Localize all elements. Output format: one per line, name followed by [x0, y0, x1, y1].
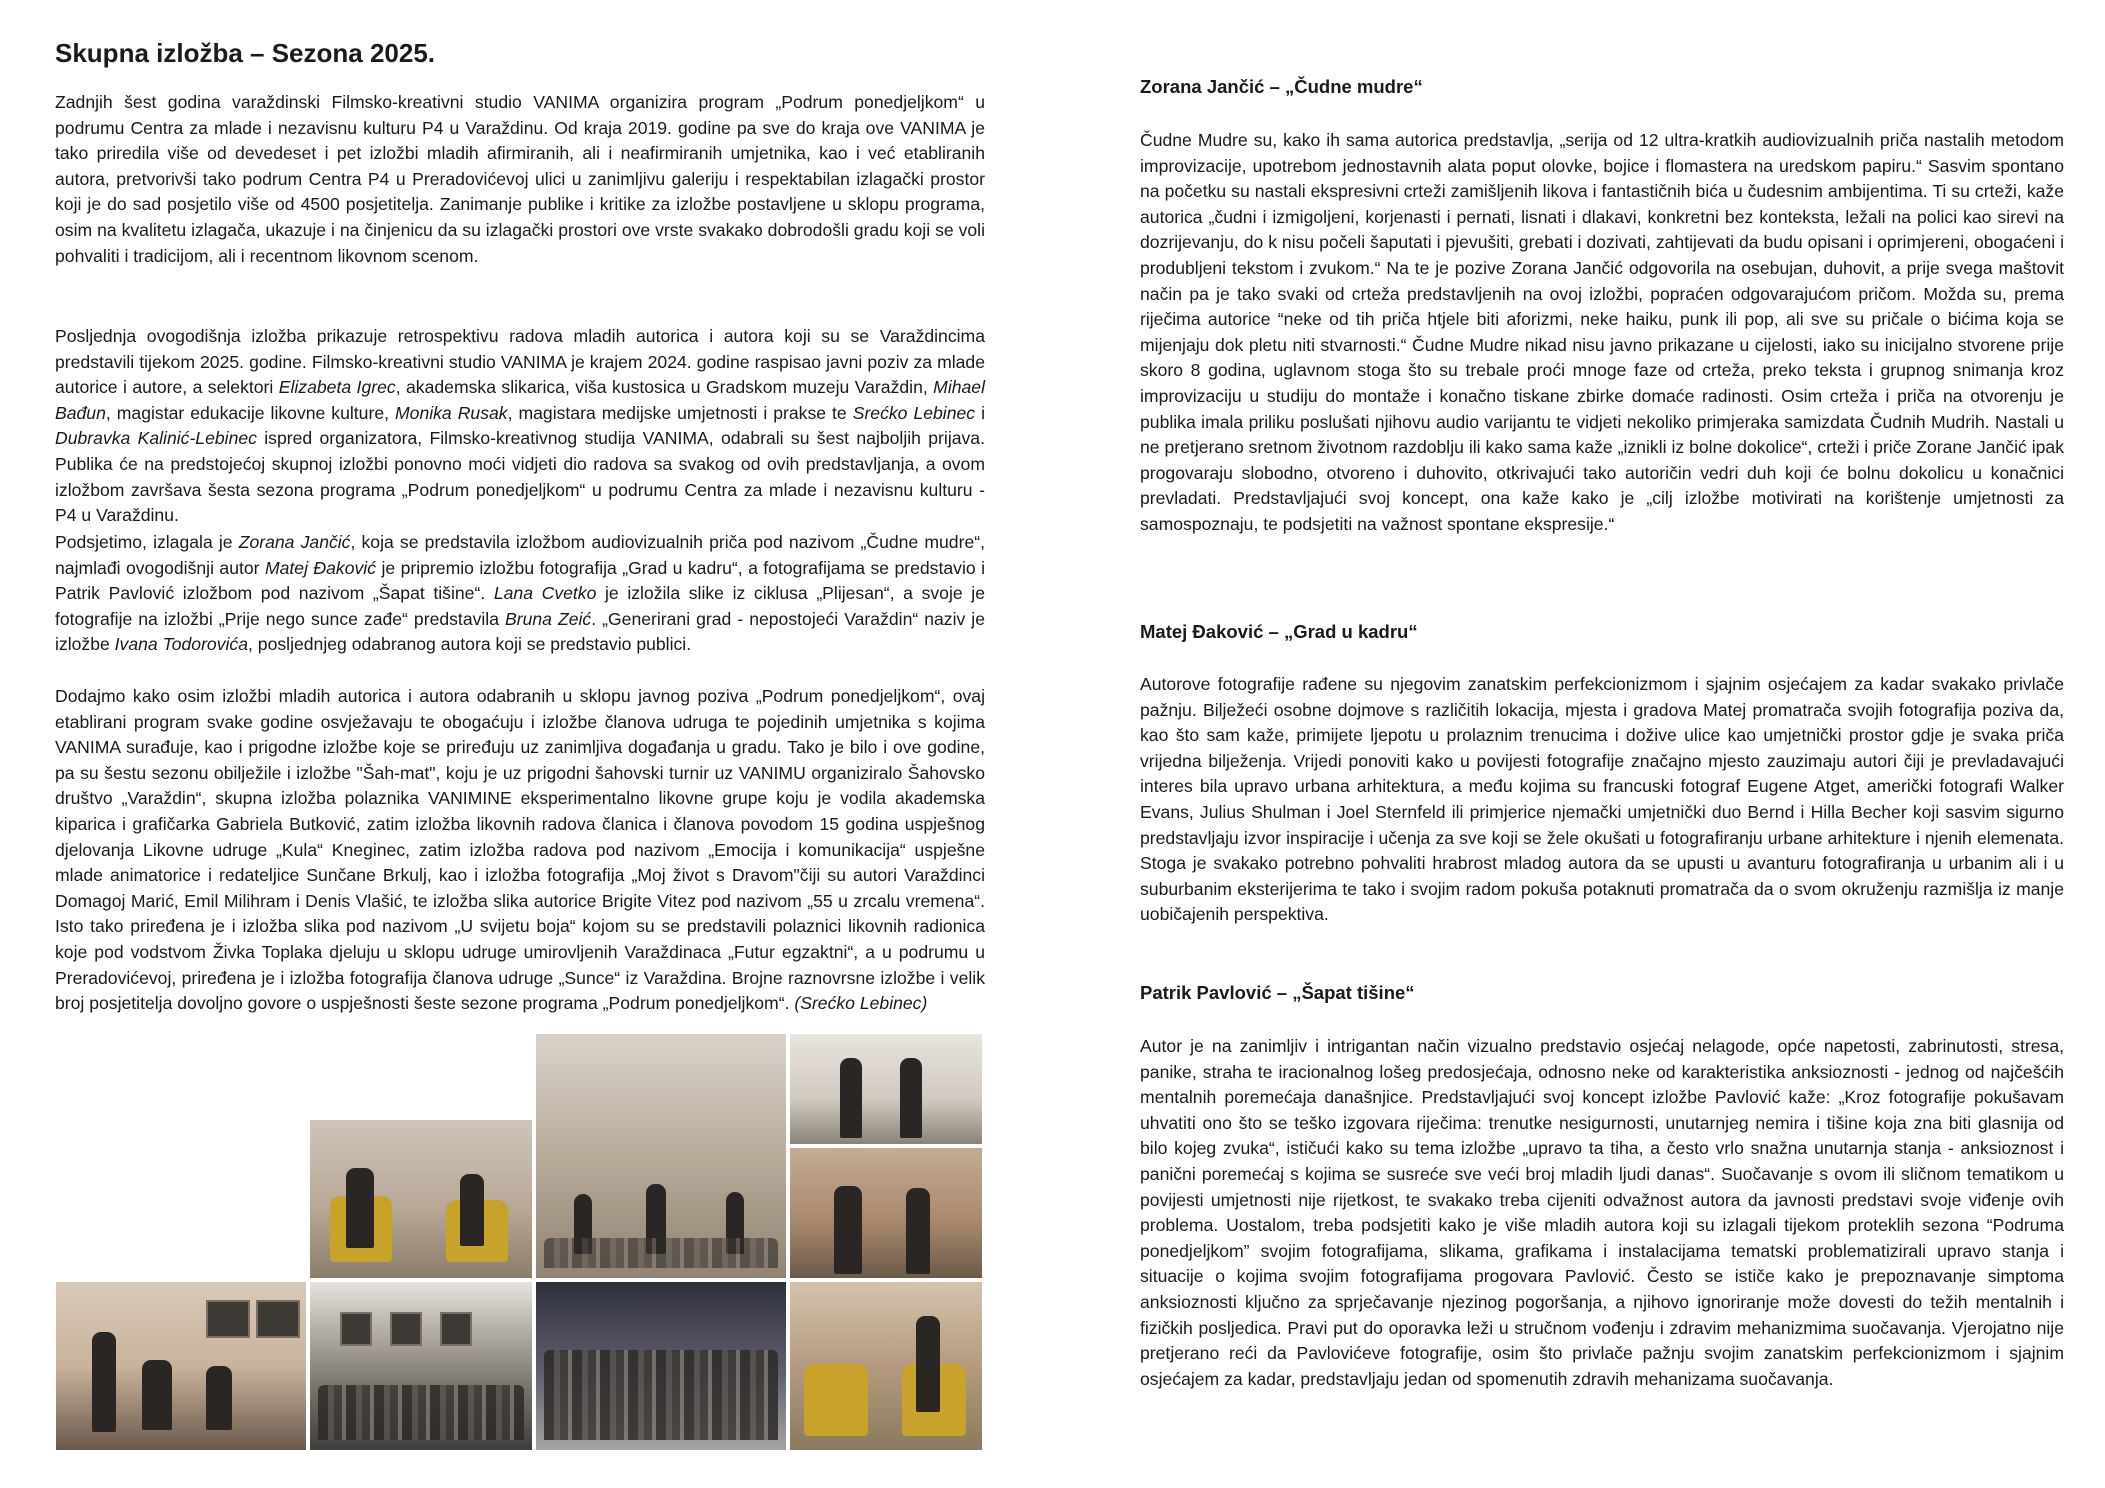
section-text-patrik: Autor je na zanimljiv i intrigantan način vizualno predstavio osjećaj nelagode, opće napetosti, zabrinutosti, stresa, panike, straha te iracionalnog lošeg predosjećaja, odnosno neke od karakteristika anksioznosti - jednog od najčešćih mentalnih poremećaja današnjice. Predstavljajući svoj koncept izložbe Pavlović kaže: „Kroz fotografije pokušavam uhvatiti ono što se teško izgovara riječima: trenutke nesigurnosti, unutarnjeg nemira i tišine koja zna biti glasnija od bilo kojeg zvuka“, ističući kako su tema izložbe „upravo ta tiha, a često vrlo snažna unutarnja stanja - anksioznost i panični poremećaj s kojima se susreće sve veći broj mladih ljudi danas“. Suočavanje s ovom ili sličnom tematikom u povijesti umjetnosti nije rijetkost, te svakako treba cijeniti odvažnost autora da javnosti predstavi svoje viđenje ovih problema. Uostalom, treba podsjetiti kako je više mladih autora koji su izlagali tijekom proteklih sezona “Podruma ponedjeljkom” svojim fotografijama, slikama, grafikama i instalacijama tematski problematizirali upravo stanja i situacije o kojima svojim fotografijama progovara Pavlović. Često se ističe kako je prepoznavanje simptoma anksioznosti ključno za sprječavanje njezinog pogoršanja, a njihovo ignoriranje može dovesti do težih mentalnih i fizičkih posljedica. Pravi put do oporavka leži u stručnom vođenju i zdravim mehanizmima suočavanja. Vjerojatno nije pretjerano reći da Pavlovićeve fotografije, osim što privlače pažnju svojim zanatskim perfekcionizmom i sjajnim osjećajem za kadar, predstavljaju jedan od spomenutih zdravih mehanizama suočavanja. [1140, 1036, 2064, 1389]
selector-name: Elizabeta Igrec [278, 377, 396, 398]
page-title: Skupna izložba – Sezona 2025. [55, 38, 436, 68]
selector-name: Monika Rusak [395, 402, 508, 423]
selector-name: Mihael Bađun [55, 377, 985, 423]
second-paragraph: Posljednja ovogodišnja izložba prikazuje retrospektivu radova mladih autorica i autora koji su se Varaždincima predstavili tijekom 2025. godine. Filmsko-kreativni studio VANIMA je krajem 2024. godine raspisao javni poziv za mlade autorice i autore, a selektori Elizabeta Igrec, akademska slikarica, viša kustosica u Gradskom muzeju Varaždin, Mihael Bađun, magistar edukacije likovne kulture, Monika Rusak, magistara medijske umjetnosti i prakse te Srećko Lebinec i Dubravka Kalinić-Lebinec ispred organizatora, Filmsko-kreativnog studija VANIMA, odabrali su šest najboljih prijava. Publika će na predstojećoj skupnoj izložbi ponovno moći vidjeti dio radova sa svakog od ovih predstavljanja, a ovom izložbom završava šesta sezona programa „Podrum ponedjeljkom“ u podrumu Centra za mlade i nezavisnu kulturu - P4 u Varaždinu. [55, 326, 985, 526]
author-name: Matej Đaković [264, 557, 377, 578]
third-paragraph: Podsjetimo, izlagala je Zorana Jančić, koja se predstavila izložbom audiovizualnih priča pod nazivom „Čudne mudre“, najmlađi ovogodišnji autor Matej Đaković je pripremio izložbu fotografija „Grad u kadru“, a fotografijama se predstavio i Patrik Pavlović izložbom pod nazivom „Šapat tišine“. Lana Cvetko je izložila slike iz ciklusa „Plijesan“, a svoje je fotografije na izložbi „Prije nego sunce zađe“ predstavila Bruna Zeić. „Generirani grad - nepostojeći Varaždin“ naziv je izložbe Ivana Todorovića, posljednjeg odabranog autora koji se predstavio publici. [55, 532, 985, 655]
photo-musicians [56, 1282, 306, 1450]
photo-exhibition-room [536, 1034, 786, 1278]
photo-crowd-gallery [310, 1282, 532, 1450]
author-name: Lana Cvetko [493, 583, 597, 604]
fourth-paragraph: Dodajmo kako osim izložbi mladih autorica i autora odabranih u sklopu javnog poziva „Podrum ponedjeljkom“, ovaj etablirani program svake godine osvježavaju te obogaćuju i izložbe članova udruga te pojedinih umjetnika s kojima VANIMA surađuje, kao i prigodne izložbe koje se priređuju uz zanimljiva događanja u gradu. Tako je bilo i ove godine, pa su šestu sezonu obilježile i izložbe "Šah-mat", koju je uz prigodni šahovski turnir uz VANIMU organiziralo Šahovsko društvo „Varaždin“, skupna izložba polaznika VANIMINE eksperimentalno likovne grupe koju je vodila akademska kiparica i grafičarka Gabriela Butković, zatim izložba likovnih radova članica i članova povodom 15 godina uspješnog djelovanja Likovne udruge „Kula“ Kneginec, zatim izložba radova pod nazivom „Emocija i komunikacija“ uspješne mlade animatorice i redateljice Sunčane Brkulj, kao i izložba fotografija „Moj život s Dravom"čiji su autori Varaždinci Domagoj Marić, Emil Milihram i Denis Vlašić, te izložba slika autorice Brigite Vitez pod nazivom „55 u zrcalu vremena“. Isto tako priređena je i izložba slika pod nazivom „U svijetu boja“ kojom su se predstavili polaznici likovnih radionica koje pod vodstvom Živka Toplaka djeluju u sklopu udruge umirovljenih Varaždinaca „Futur egzaktni“, a u podrumu u Preradovićevoj, priređena je i izložba fotografija članova udruge „Sunce“ iz Varaždina. Brojne raznovrsne izložbe i velik broj posjetitelja dovoljno govore o uspješnosti šeste sezone programa „Podrum ponedjeljkom“. (Srećko Lebinec) [55, 686, 985, 1014]
photo-opening-crowd [536, 1282, 786, 1450]
section-heading-patrik: Patrik Pavlović – „Šapat tišine“ [1140, 982, 1415, 1003]
author-name: Zorana Jančić [238, 532, 351, 552]
section-text-zorana: Čudne Mudre su, kako ih sama autorica predstavlja, „serija od 12 ultra-kratkih audiovizualnih priča nastalih metodom improvizacije, upotrebom jednostavnih alata poput olovke, bojice i flomastera na uredskom papiru.“ Sasvim spontano na početku su nastali ekspresivni crteži zamišljenih likova i fantastičnih bića u čudesnim ambijentima. Ti su crteži, kaže autorica „čudni i izmigoljeni, korjenasti i pernati, lisnati i dlakavi, konkretni bez konteksta, ležali na polici kao sirevi na dozrijevanju, do k nisu počeli šaputati i pjevušiti, grebati i dozivati, zahtijevati da budu opisani i oprimjereni, obogaćeni i produbljeni tekstom i zvukom.“ Na te je pozive Zorana Jančić odgovorila na osebujan, duhovit, a prije svega maštovit način pa je tako svaki od crteža predstavljenih na ovoj izložbi, popraćen odgovarajućom pričom. Možda su, prema riječima autorice “neke od tih priča htjele biti aforizmi, neke haiku, punk ili pop, ali sve su pričale o bićima koja se mijenjaju dok pletu niti stvarnosti.“ Čudne Mudre nikad nisu javno prikazane u cijelosti, iako su inicijalno stvorene prije skoro 8 godina, uglavnom stoga što su trebale proći mnoge faze od crteža, preko teksta i grupnog snimanja kroz improvizaciju u studiju do montaže i konačno tiskane zbirke domaće radinosti. Osim crteža i priča na otvorenju je publika imala priliku poslušati njihovu audio varijantu te vidjeti nekoliko primjeraka samizdata Čudnih Mudrih. Nastali u ne pretjerano sretnom životnom razdoblju ili kako sama kaže „iznikli iz bolne dokolice“, crteži i priče Zorane Jančić ipak progovaraju slobodno, otvoreno i duhovito, otkrivajući tako autoričin vedri duh koji će bolnu dokolicu u konačnici prevladati. Predstavljajući svoj koncept, ona kaže kako je „cilj izložbe motivirati na korištenje umjetnosti za samospoznaju, te podsjetiti na važnost spontane ekspresije.“ [1140, 130, 2064, 534]
selector-name: Srećko Lebinec [852, 402, 976, 423]
photo-yellow-chairs [790, 1282, 982, 1450]
author-name: Bruna Zeić [505, 608, 592, 629]
author-name: Ivana Todorovića [114, 634, 249, 655]
section-heading-matej: Matej Đaković – „Grad u kadru“ [1140, 621, 1418, 642]
section-text-matej: Autorove fotografije rađene su njegovim zanatskim perfekcionizmom i sjajnim osjećajem za kadar svakako privlače pažnju. Bilježeći osobne dojmove s različitih lokacija, mjesta i gradova Matej promatrača svojih fotografija poziva da, kao što sam kaže, primijete ljepotu u prolaznim trenucima i dožive ulice kao umjetnički prostor gdje je svaka priča vrijedna bilježenja. Vrijedi ponoviti kako u povijesti fotografije značajno mjesto zauzimaju autori čiji je prevladavajući interes bila upravo urbana arhitektura, a među kojima su francuski fotograf Eugene Atget, američki fotografi Walker Evans, Julius Shulman i Joel Sternfeld ili primjerice njemački umjetnički duo Bernd i Hilla Becher koji sasvim sigurno predstavljaju izvor inspiracije i učenja za sve koji se žele okušati u fotografiranju urbane arhitekture i njenih elemenata. Stoga je svakako potrebno pohvaliti hrabrost mladog autora da se upusti u avanturu fotografiranja u urbanim ali i u suburbanim eksterijerima te tako i svojim radom pokuša potaknuti promatrača da o svom okruženju razmišlja iz manje uobičajenih perspektiva. [1140, 674, 2064, 925]
section-heading-zorana: Zorana Jančić – „Čudne mudre“ [1140, 76, 1423, 97]
photo-two-men [790, 1034, 982, 1144]
selector-name: Dubravka Kalinić-Lebinec [55, 428, 257, 449]
photo-artist-talk [310, 1120, 532, 1278]
intro-paragraph: Zadnjih šest godina varaždinski Filmsko-kreativni studio VANIMA organizira program „Podrum ponedjeljkom“ u podrumu Centra za mlade i nezavisnu kulturu P4 u Varaždinu. Od kraja 2019. godine pa sve do kraja ove VANIMA je tako priredila više od devedeset i pet izložbi mladih afirmiranih, ali i neafirmiranih umjetnika, kao i već etabliranih autora, pretvorivši tako podrum Centra P4 u Preradovićevoj ulici u zanimljivu galeriju i respektabilan izlagački prostor koji je do sad posjetilo više od 4500 posjetitelja. Zanimanje publike i kritike za izložbe postavljene u sklopu programa, osim na kvalitetu izlagača, ukazuje i na činjenicu da su izlagački prostori ove vrste svakako dobrodošli gradu koji se voli pohvaliti i tradicijom, ali i recentnom likovnom scenom. [55, 92, 985, 266]
photo-two-artists [790, 1148, 982, 1278]
signature: (Srećko Lebinec) [794, 993, 928, 1014]
